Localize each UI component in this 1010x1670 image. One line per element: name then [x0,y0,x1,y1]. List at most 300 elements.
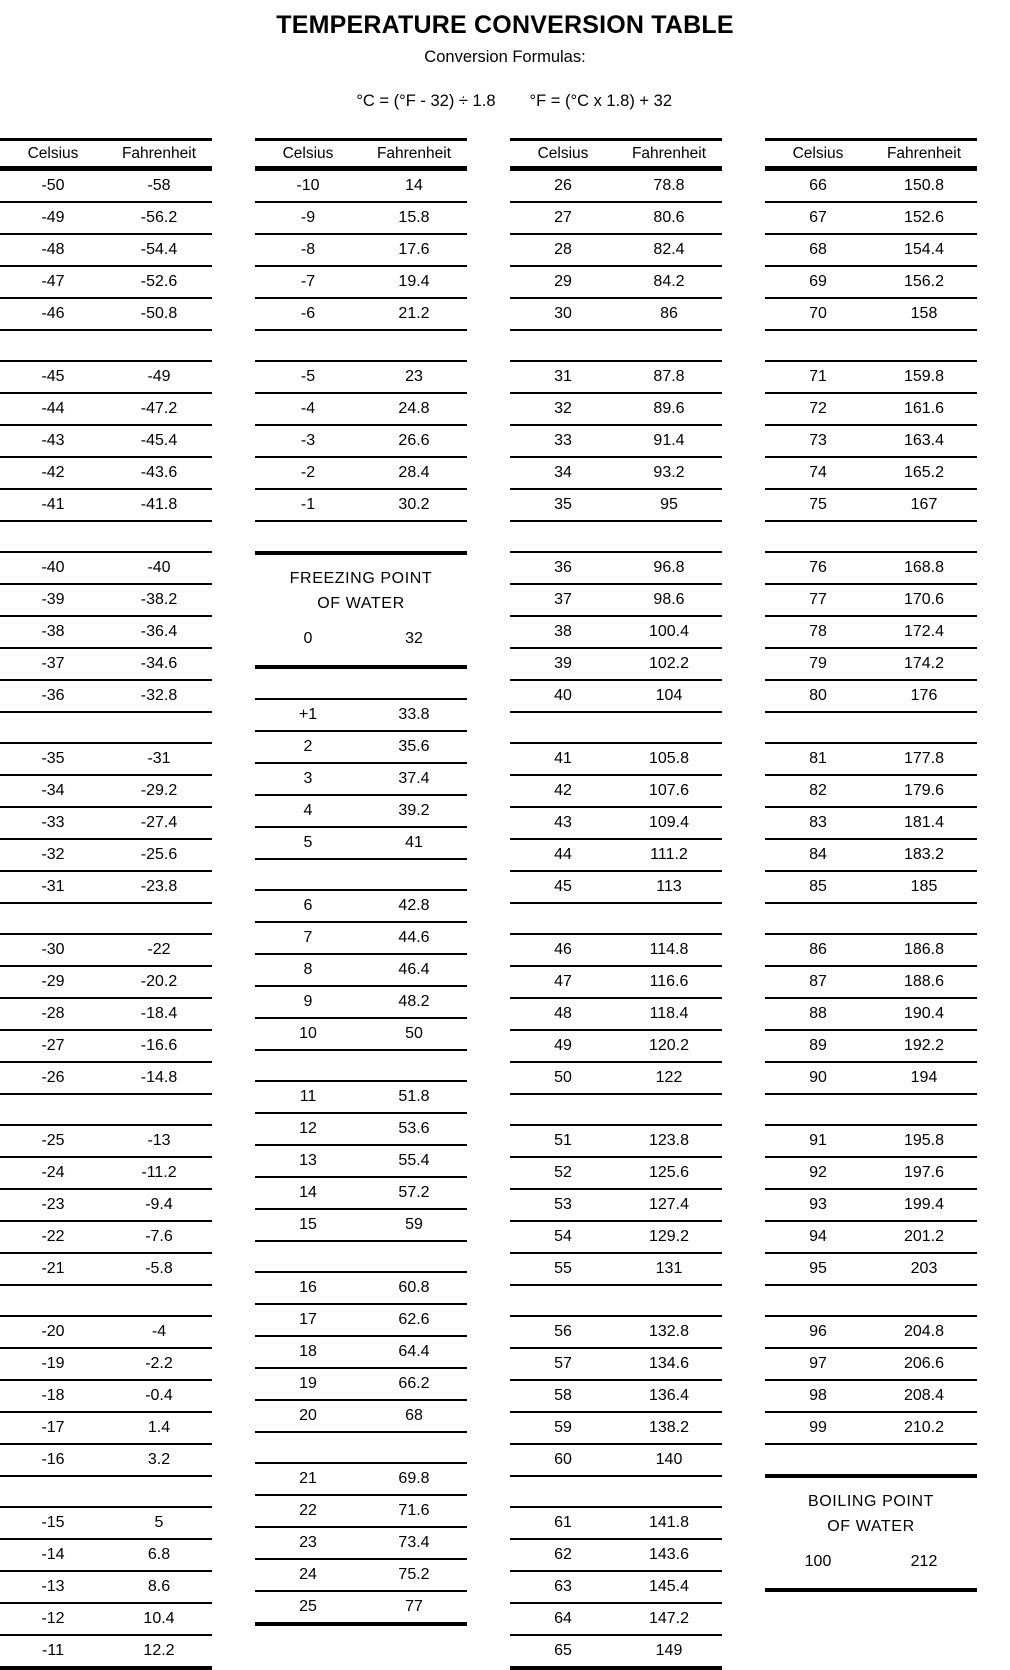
cell-celsius: 44 [510,839,616,871]
table-row [255,1145,467,1177]
table-row [0,616,212,648]
column-header-2 [255,138,467,169]
cell-celsius: -13 [0,1571,106,1603]
table-row [0,1539,212,1571]
table-row [510,552,722,584]
table-row [765,1348,977,1380]
cell-fahrenheit: -47.2 [106,393,212,425]
table-row [255,170,467,202]
conversion-column-1 [0,138,212,1670]
cell-fahrenheit: 122 [616,1062,722,1094]
cell-fahrenheit: 91.4 [616,425,722,457]
table-row [0,1380,212,1412]
cell-fahrenheit: -45.4 [106,425,212,457]
table-row [0,298,212,330]
cell-celsius: 48 [510,998,616,1030]
row-block [0,1315,212,1477]
cell-celsius: 86 [765,934,871,966]
table-row [510,1062,722,1094]
cell-fahrenheit: 177.8 [871,743,977,775]
cell-celsius: 62 [510,1539,616,1571]
cell-celsius: 72 [765,393,871,425]
table-row [0,266,212,298]
cell-celsius: 55 [510,1253,616,1285]
cell-celsius: 58 [510,1380,616,1412]
table-row [255,1400,467,1432]
row-block [255,360,467,522]
cell-fahrenheit: 28.4 [361,457,467,489]
cell-fahrenheit: 125.6 [616,1157,722,1189]
table-row [255,763,467,795]
table-row [0,552,212,584]
cell-celsius: 40 [510,680,616,712]
cell-fahrenheit: 95 [616,489,722,521]
table-row [510,775,722,807]
cell-fahrenheit: 78.8 [616,170,722,202]
cell-celsius: 4 [255,795,361,827]
cell-celsius: 26 [510,170,616,202]
cell-fahrenheit: 170.6 [871,584,977,616]
table-row [765,839,977,871]
table-row [255,234,467,266]
block-spacer [0,1095,212,1124]
cell-fahrenheit: 14 [361,170,467,202]
table-row [0,680,212,712]
cell-fahrenheit: 24.8 [361,393,467,425]
cell-fahrenheit: 134.6 [616,1348,722,1380]
row-block [0,933,212,1095]
cell-celsius: 81 [765,743,871,775]
table-row [0,1635,212,1668]
block-spacer [510,1286,722,1315]
table-row [510,393,722,425]
page-title: TEMPERATURE CONVERSION TABLE [276,11,734,39]
cell-fahrenheit: 26.6 [361,425,467,457]
cell-celsius: 3 [255,763,361,795]
table-row [0,1316,212,1348]
cell-fahrenheit: 156.2 [871,266,977,298]
cell-celsius: -38 [0,616,106,648]
cell-fahrenheit: -31 [106,743,212,775]
row-block [510,1315,722,1477]
cell-fahrenheit: 57.2 [361,1177,467,1209]
table-row [510,680,722,712]
table-row [510,1571,722,1603]
cell-fahrenheit: 6.8 [106,1539,212,1571]
row-block [510,1124,722,1286]
cell-celsius: -31 [0,871,106,903]
cell-fahrenheit: 75.2 [361,1559,467,1591]
cell-fahrenheit: 147.2 [616,1603,722,1635]
cell-fahrenheit: -25.6 [106,839,212,871]
table-row [510,457,722,489]
cell-celsius: -41 [0,489,106,521]
cell-celsius: 33 [510,425,616,457]
table-row [0,1062,212,1094]
cell-celsius: 7 [255,922,361,954]
cell-fahrenheit: 174.2 [871,648,977,680]
table-row [510,1253,722,1285]
block-spacer [255,522,467,551]
column-header-1 [0,138,212,169]
cell-celsius: -44 [0,393,106,425]
cell-celsius: 60 [510,1444,616,1476]
row-block [765,551,977,713]
cell-fahrenheit: 82.4 [616,234,722,266]
formulas-label: Conversion Formulas: [424,47,586,66]
cell-celsius: -23 [0,1189,106,1221]
cell-celsius: -18 [0,1380,106,1412]
cell-celsius: 84 [765,839,871,871]
cell-celsius: 50 [510,1062,616,1094]
table-row [510,1635,722,1668]
cell-fahrenheit: 179.6 [871,775,977,807]
cell-celsius: -9 [255,202,361,234]
table-row [0,170,212,202]
cell-celsius: 88 [765,998,871,1030]
cell-celsius: 53 [510,1189,616,1221]
table-row [765,393,977,425]
column-header-4 [765,138,977,169]
cell-fahrenheit: 60.8 [361,1272,467,1304]
cell-fahrenheit: -43.6 [106,457,212,489]
cell-celsius: 39 [510,648,616,680]
block-spacer [510,331,722,360]
cell-fahrenheit: 42.8 [361,890,467,922]
row-block [510,933,722,1095]
table-row [765,361,977,393]
cell-celsius: 43 [510,807,616,839]
table-row [510,1603,722,1635]
cell-fahrenheit: 48.2 [361,986,467,1018]
cell-fahrenheit: -2.2 [106,1348,212,1380]
cell-celsius: 18 [255,1336,361,1368]
table-row [510,202,722,234]
row-block [510,360,722,522]
cell-celsius: -2 [255,457,361,489]
cell-fahrenheit: -9.4 [106,1189,212,1221]
table-row [0,393,212,425]
cell-celsius: -36 [0,680,106,712]
header-fahrenheit: Fahrenheit [106,140,212,168]
cell-celsius: -24 [0,1157,106,1189]
cell-fahrenheit: -7.6 [106,1221,212,1253]
table-row [255,1559,467,1591]
cell-celsius: 10 [255,1018,361,1050]
cell-fahrenheit: 111.2 [616,839,722,871]
table-row [255,1304,467,1336]
table-row [0,457,212,489]
table-row [255,1495,467,1527]
cell-celsius: 59 [510,1412,616,1444]
cell-fahrenheit: 98.6 [616,584,722,616]
cell-celsius: 87 [765,966,871,998]
table-row [255,1368,467,1400]
cell-celsius: 73 [765,425,871,457]
boiling-fahrenheit-value: 212 [910,1553,938,1570]
row-block [0,1506,212,1670]
table-row [0,489,212,521]
cell-fahrenheit: 71.6 [361,1495,467,1527]
row-block [255,698,467,860]
cell-fahrenheit: 127.4 [616,1189,722,1221]
row-block [255,1080,467,1242]
table-row [510,648,722,680]
header-fahrenheit: Fahrenheit [361,140,467,168]
block-spacer [0,331,212,360]
cell-celsius: 6 [255,890,361,922]
table-row [255,795,467,827]
cell-celsius: 51 [510,1125,616,1157]
cell-celsius: 71 [765,361,871,393]
cell-celsius: -19 [0,1348,106,1380]
table-row [0,1603,212,1635]
table-row [255,1336,467,1368]
row-block [765,360,977,522]
table-row [0,234,212,266]
table-row [765,1380,977,1412]
block-spacer [510,713,722,742]
cell-fahrenheit: 158 [871,298,977,330]
table-row [510,1125,722,1157]
cell-fahrenheit: 55.4 [361,1145,467,1177]
cell-fahrenheit: 113 [616,871,722,903]
cell-fahrenheit: -4 [106,1316,212,1348]
table-row [255,1527,467,1559]
cell-fahrenheit: 201.2 [871,1221,977,1253]
table-row [0,1157,212,1189]
cell-fahrenheit: 41 [361,827,467,859]
cell-celsius: -14 [0,1539,106,1571]
block-spacer [765,713,977,742]
cell-celsius: 95 [765,1253,871,1285]
cell-celsius: 67 [765,202,871,234]
row-block [765,1124,977,1286]
cell-celsius: 34 [510,457,616,489]
cell-celsius: 45 [510,871,616,903]
table-row [0,1125,212,1157]
cell-fahrenheit: 89.6 [616,393,722,425]
cell-celsius: 15 [255,1209,361,1241]
cell-fahrenheit: 167 [871,489,977,521]
table-row [0,584,212,616]
cell-fahrenheit: 141.8 [616,1507,722,1539]
row-block [765,169,977,331]
cell-celsius: 27 [510,202,616,234]
cell-celsius: 8 [255,954,361,986]
cell-fahrenheit: 109.4 [616,807,722,839]
cell-celsius: -4 [255,393,361,425]
cell-celsius: -29 [0,966,106,998]
table-row [510,1507,722,1539]
cell-celsius: 19 [255,1368,361,1400]
table-row [0,1412,212,1444]
table-row [510,1157,722,1189]
cell-celsius: 2 [255,731,361,763]
cell-celsius: -28 [0,998,106,1030]
cell-fahrenheit: 188.6 [871,966,977,998]
temperature-conversion-page [0,11,1010,1659]
cell-celsius: 76 [765,552,871,584]
cell-celsius: -17 [0,1412,106,1444]
cell-celsius: 23 [255,1527,361,1559]
cell-celsius: -11 [0,1635,106,1668]
table-row [0,839,212,871]
block-spacer [765,1095,977,1124]
table-row [510,298,722,330]
cell-fahrenheit: 77 [361,1591,467,1624]
boiling-celsius-value: 100 [804,1553,832,1570]
cell-fahrenheit: 37.4 [361,763,467,795]
cell-fahrenheit: 104 [616,680,722,712]
cell-celsius: 21 [255,1463,361,1495]
cell-fahrenheit: 39.2 [361,795,467,827]
cell-fahrenheit: -49 [106,361,212,393]
cell-fahrenheit: 123.8 [616,1125,722,1157]
block-spacer [510,522,722,551]
table-row [255,1272,467,1304]
cell-fahrenheit: 64.4 [361,1336,467,1368]
table-row [510,1030,722,1062]
formula-celsius: °C = (°F - 32) ÷ 1.8 [356,92,496,111]
table-row [510,807,722,839]
freezing-callout-values [255,630,467,648]
cell-fahrenheit: 181.4 [871,807,977,839]
cell-fahrenheit: -36.4 [106,616,212,648]
table-row [510,839,722,871]
table-row [0,1253,212,1285]
formula-fahrenheit: °F = (°C x 1.8) + 32 [529,92,672,111]
header-celsius: Celsius [765,140,871,168]
table-row [510,425,722,457]
cell-fahrenheit: -16.6 [106,1030,212,1062]
cell-fahrenheit: 59 [361,1209,467,1241]
cell-celsius: 12 [255,1113,361,1145]
table-row [510,266,722,298]
cell-celsius: 41 [510,743,616,775]
boiling-callout-line1: BOILING POINT [807,1493,935,1510]
cell-fahrenheit: 35.6 [361,731,467,763]
cell-celsius: -40 [0,552,106,584]
cell-fahrenheit: 62.6 [361,1304,467,1336]
table-row [510,966,722,998]
table-row [510,1412,722,1444]
block-spacer [255,1051,467,1080]
table-row [255,393,467,425]
conversion-column-4 [765,138,977,1670]
cell-celsius: 17 [255,1304,361,1336]
block-spacer [255,331,467,360]
block-spacer [0,1477,212,1506]
table-row [0,934,212,966]
cell-fahrenheit: 107.6 [616,775,722,807]
cell-celsius: -22 [0,1221,106,1253]
table-row [0,966,212,998]
block-spacer [255,1433,467,1462]
table-row [765,1125,977,1157]
cell-fahrenheit: 136.4 [616,1380,722,1412]
cell-celsius: -30 [0,934,106,966]
table-row [255,954,467,986]
freezing-callout-line2: OF WATER [317,595,405,612]
cell-fahrenheit: 172.4 [871,616,977,648]
table-row [0,202,212,234]
freezing-callout-line1: FREEZING POINT [289,570,433,587]
row-block [510,551,722,713]
cell-celsius: -32 [0,839,106,871]
cell-fahrenheit: -0.4 [106,1380,212,1412]
block-spacer [255,1242,467,1271]
cell-celsius: 13 [255,1145,361,1177]
cell-celsius: 57 [510,1348,616,1380]
table-row [765,457,977,489]
table-row [765,807,977,839]
header-celsius: Celsius [510,140,616,168]
cell-celsius: 97 [765,1348,871,1380]
table-row [765,170,977,202]
conversion-column-3 [510,138,722,1670]
cell-celsius: 63 [510,1571,616,1603]
freezing-fahrenheit-value: 32 [405,630,423,647]
block-spacer [765,1445,977,1474]
header-fahrenheit: Fahrenheit [871,140,977,168]
cell-fahrenheit: 161.6 [871,393,977,425]
cell-fahrenheit: 19.4 [361,266,467,298]
cell-fahrenheit: 3.2 [106,1444,212,1476]
cell-fahrenheit: 69.8 [361,1463,467,1495]
table-row [510,1380,722,1412]
cell-celsius: 77 [765,584,871,616]
cell-fahrenheit: 145.4 [616,1571,722,1603]
cell-celsius: 96 [765,1316,871,1348]
cell-celsius: -6 [255,298,361,330]
cell-fahrenheit: 149 [616,1635,722,1668]
table-row [255,890,467,922]
cell-fahrenheit: -23.8 [106,871,212,903]
table-row [765,680,977,712]
cell-fahrenheit: -29.2 [106,775,212,807]
block-spacer [765,331,977,360]
table-row [255,425,467,457]
table-row [510,1444,722,1476]
cell-fahrenheit: 8.6 [106,1571,212,1603]
table-row [255,489,467,521]
cell-celsius: 68 [765,234,871,266]
block-spacer [510,1095,722,1124]
cell-celsius: 69 [765,266,871,298]
boiling-callout-line2: OF WATER [827,1518,915,1535]
cell-fahrenheit: 132.8 [616,1316,722,1348]
row-block [255,889,467,1051]
cell-celsius: 80 [765,680,871,712]
table-row [255,361,467,393]
cell-fahrenheit: 131 [616,1253,722,1285]
block-spacer [510,904,722,933]
cell-celsius: 56 [510,1316,616,1348]
cell-celsius: 31 [510,361,616,393]
cell-fahrenheit: -5.8 [106,1253,212,1285]
table-row [765,934,977,966]
cell-fahrenheit: 50 [361,1018,467,1050]
table-row [765,743,977,775]
header-celsius: Celsius [255,140,361,168]
cell-fahrenheit: 66.2 [361,1368,467,1400]
cell-fahrenheit: 93.2 [616,457,722,489]
cell-fahrenheit: 197.6 [871,1157,977,1189]
cell-celsius: -50 [0,170,106,202]
cell-celsius: 94 [765,1221,871,1253]
cell-fahrenheit: 186.8 [871,934,977,966]
